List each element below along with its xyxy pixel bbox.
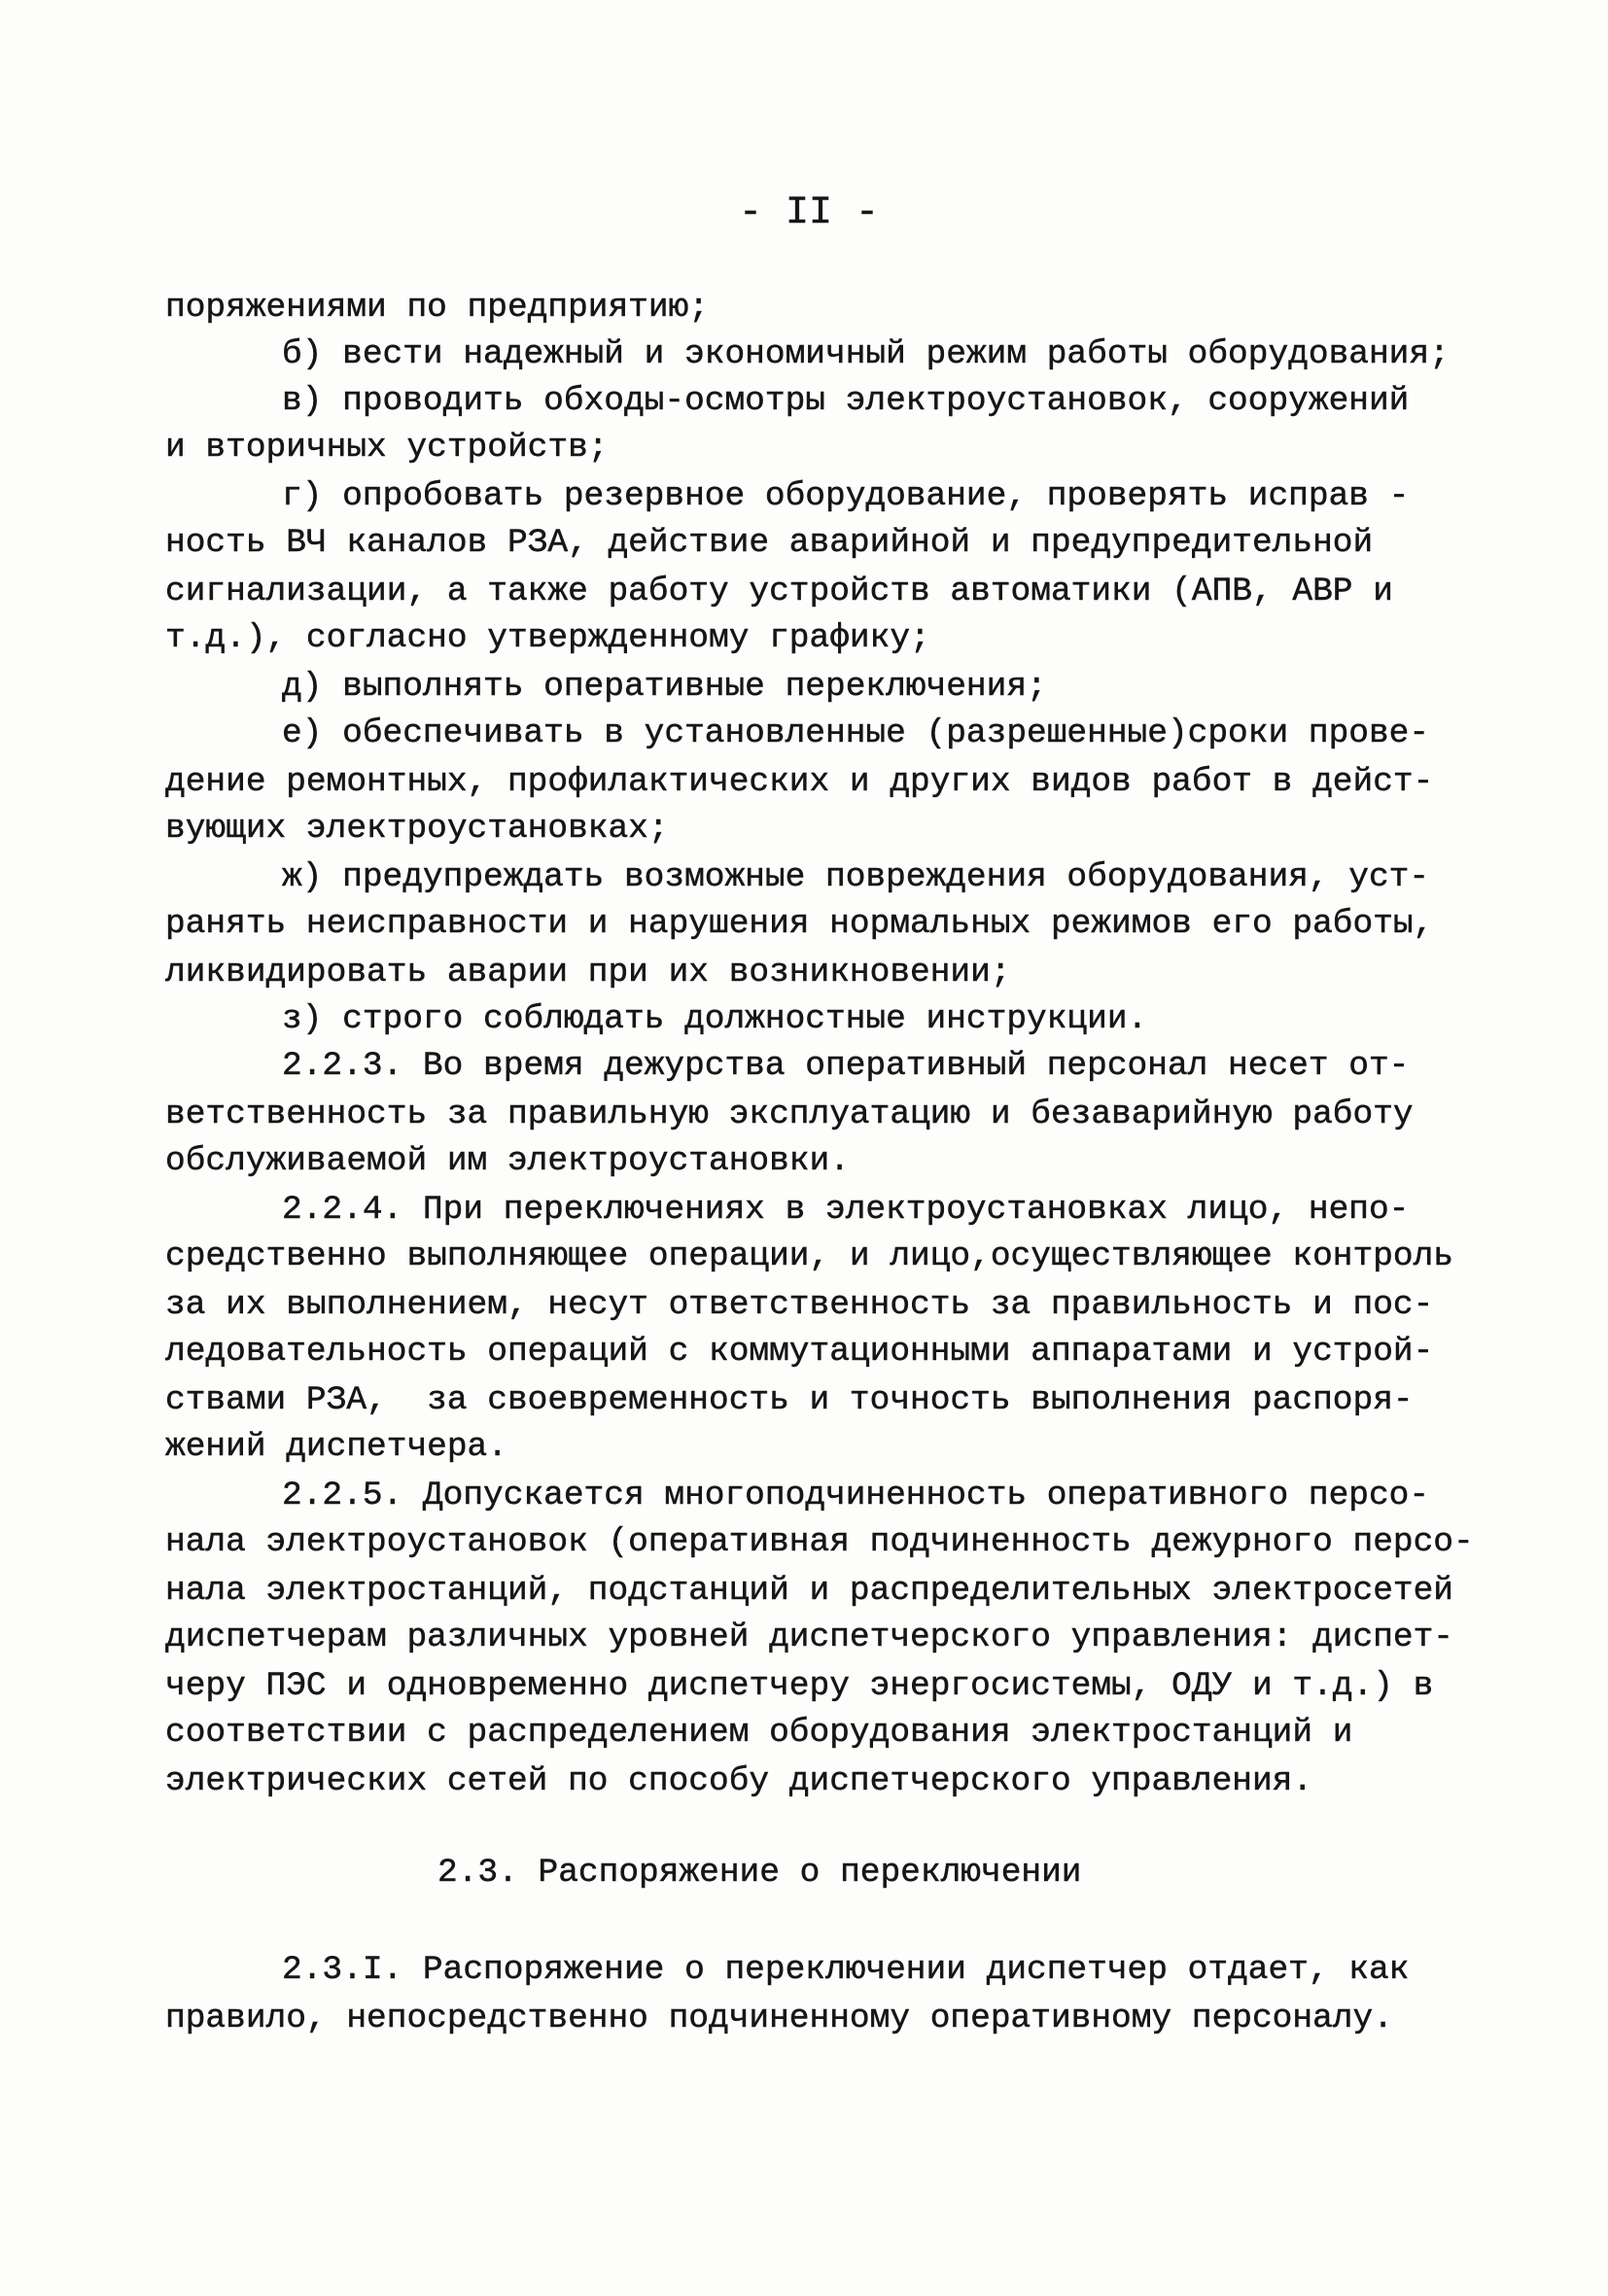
text-line: вующих электроустановках; (165, 810, 669, 848)
text-line: ледовательность операций с коммутационными аппаратами и устрой- (165, 1333, 1434, 1371)
text-line: за их выполнением, несут ответственность за правильность и пос- (165, 1286, 1434, 1324)
text-line: г) опробовать резервное оборудование, проверять исправ - (282, 477, 1410, 515)
text-line: правило, непосредственно подчиненному оперативному персоналу. (165, 2000, 1393, 2037)
text-line: 2.2.3. Во время дежурства оперативный персонал несет от- (282, 1047, 1410, 1085)
text-line: нала электроустановок (оперативная подчиненность дежурного персо- (165, 1523, 1474, 1561)
text-line: средственно выполняющее операции, и лицо,осуществляющее контроль (165, 1237, 1454, 1275)
text-line: ранять неисправности и нарушения нормальных режимов его работы, (165, 905, 1434, 943)
text-line: в) проводить обходы-осмотры электроустановок, сооружений (282, 382, 1410, 420)
text-line: б) вести надежный и экономичный режим работы оборудования; (282, 335, 1450, 373)
text-line: дение ремонтных, профилактических и других видов работ в дейст- (165, 763, 1434, 801)
text-line: ветственность за правильную эксплуатацию и безаварийную работу (165, 1096, 1414, 1133)
text-line: ликвидировать аварии при их возникновении; (165, 954, 1011, 991)
text-line: нала электростанций, подстанций и распределительных электросетей (165, 1572, 1454, 1610)
text-line: з) строго соблюдать должностные инструкции. (282, 1000, 1148, 1038)
text-line: д) выполнять оперативные переключения; (282, 668, 1047, 706)
text-line: 2.2.4. При переключениях в электроустановках лицо, непо- (282, 1191, 1410, 1229)
text-line: диспетчерам различных уровней диспетчерского управления: диспет- (165, 1618, 1454, 1656)
text-line: и вторичных устройств; (165, 429, 609, 467)
text-line: поряжениями по предприятию; (165, 289, 709, 327)
text-line: ж) предупреждать возможные повреждения оборудования, уст- (282, 858, 1430, 896)
section-heading: 2.3. Распоряжение о переключении (437, 1854, 1082, 1892)
text-line: обслуживаемой им электроустановки. (165, 1142, 850, 1180)
text-line: соответствии с распределением оборудования электростанций и (165, 1714, 1353, 1752)
text-line: сигнализации, а также работу устройств автоматики (АПВ, АВР и (165, 573, 1393, 610)
text-line: ность ВЧ каналов РЗА, действие аварийной и предупредительной (165, 524, 1374, 562)
text-line: жений диспетчера. (165, 1428, 507, 1466)
text-line: т.д.), согласно утвержденному графику; (165, 619, 930, 657)
text-line: черу ПЭС и одновременно диспетчеру энергосистемы, ОДУ и т.д.) в (165, 1667, 1434, 1705)
text-line: 2.3.I. Распоряжение о переключении диспетчер отдает, как (282, 1951, 1410, 1989)
page-number: - II - (739, 191, 880, 235)
text-line: 2.2.5. Допускается многоподчиненность оперативного персо- (282, 1477, 1430, 1514)
text-line: е) обеспечивать в установленные (разрешенные)сроки прове- (282, 714, 1430, 752)
text-line: электрических сетей по способу диспетчерского управления. (165, 1762, 1313, 1800)
text-line: ствами РЗА, за своевременность и точность выполнения распоря- (165, 1381, 1414, 1419)
